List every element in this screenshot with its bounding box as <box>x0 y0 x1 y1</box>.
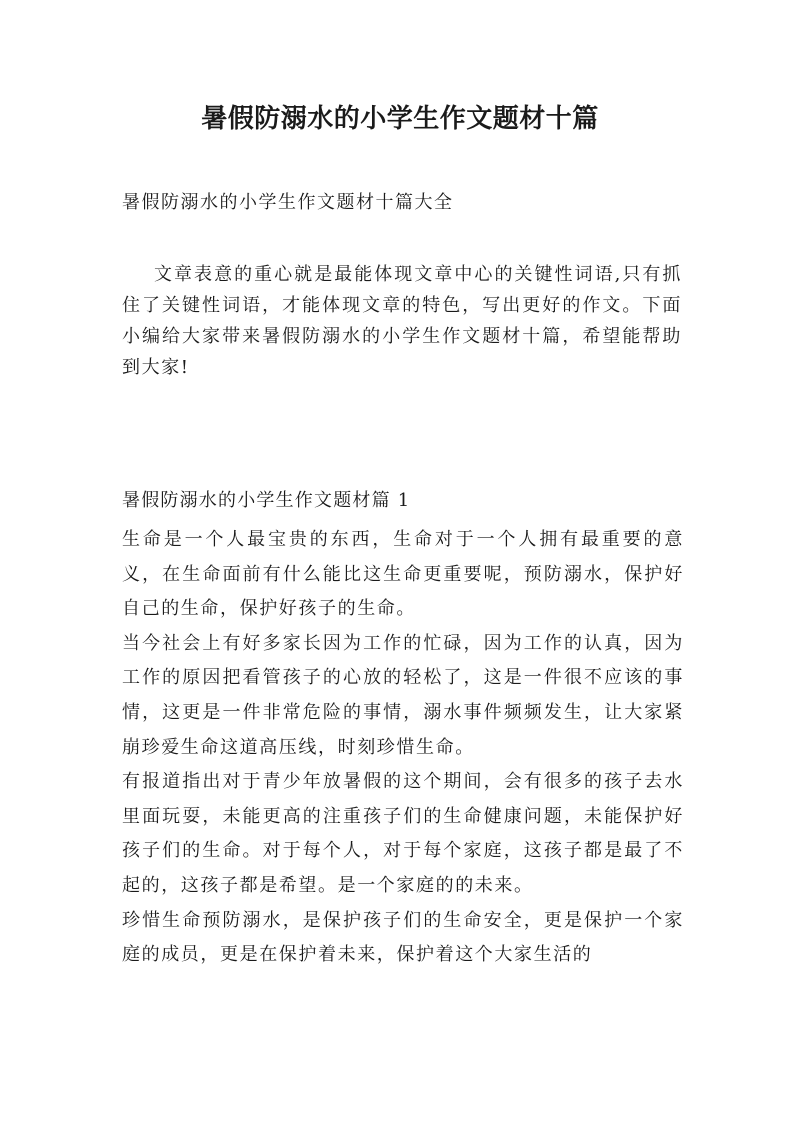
document-title: 暑假防溺水的小学生作文题材十篇 <box>201 104 599 134</box>
body-paragraph: 生命是一个人最宝贵的东西，生命对于一个人拥有最重要的意义，在生命面前有什么能比这生命更重要呢，预防溺水，保护好自己的生命，保护好孩子的生命。 <box>122 529 684 620</box>
intro-paragraph: 文章表意的重心就是最能体现文章中心的关键性词语,只有抓住了关键性词语，才能体现文章的特色，写出更好的作文。下面小编给大家带来暑假防溺水的小学生作文题材十篇，希望能帮助到大家! <box>122 264 682 378</box>
document-subtitle: 暑假防溺水的小学生作文题材十篇大全 <box>122 192 454 213</box>
body-paragraph: 有报道指出对于青少年放暑假的这个期间，会有很多的孩子去水里面玩耍，未能更高的注重孩子们的生命健康问题，未能保护好孩子们的生命。对于每个人，对于每个家庭，这孩子都是最了不起的，这孩子都是希望。是一个家庭的的未来。 <box>122 771 684 896</box>
section-heading: 暑假防溺水的小学生作文题材篇 1 <box>122 490 411 511</box>
body-paragraph: 珍惜生命预防溺水，是保护孩子们的生命安全，更是保护一个家庭的成员，更是在保护着未来，保护着这个大家生活的 <box>122 909 684 966</box>
body-text <box>122 523 684 973</box>
body-paragraph: 当今社会上有好多家长因为工作的忙碌，因为工作的认真，因为工作的原因把看管孩子的心放的轻松了，这是一件很不应该的事情，这更是一件非常危险的事情，溺水事件频频发生，让大家紧崩珍爱生命这道高压线，时刻珍惜生命。 <box>122 632 684 758</box>
